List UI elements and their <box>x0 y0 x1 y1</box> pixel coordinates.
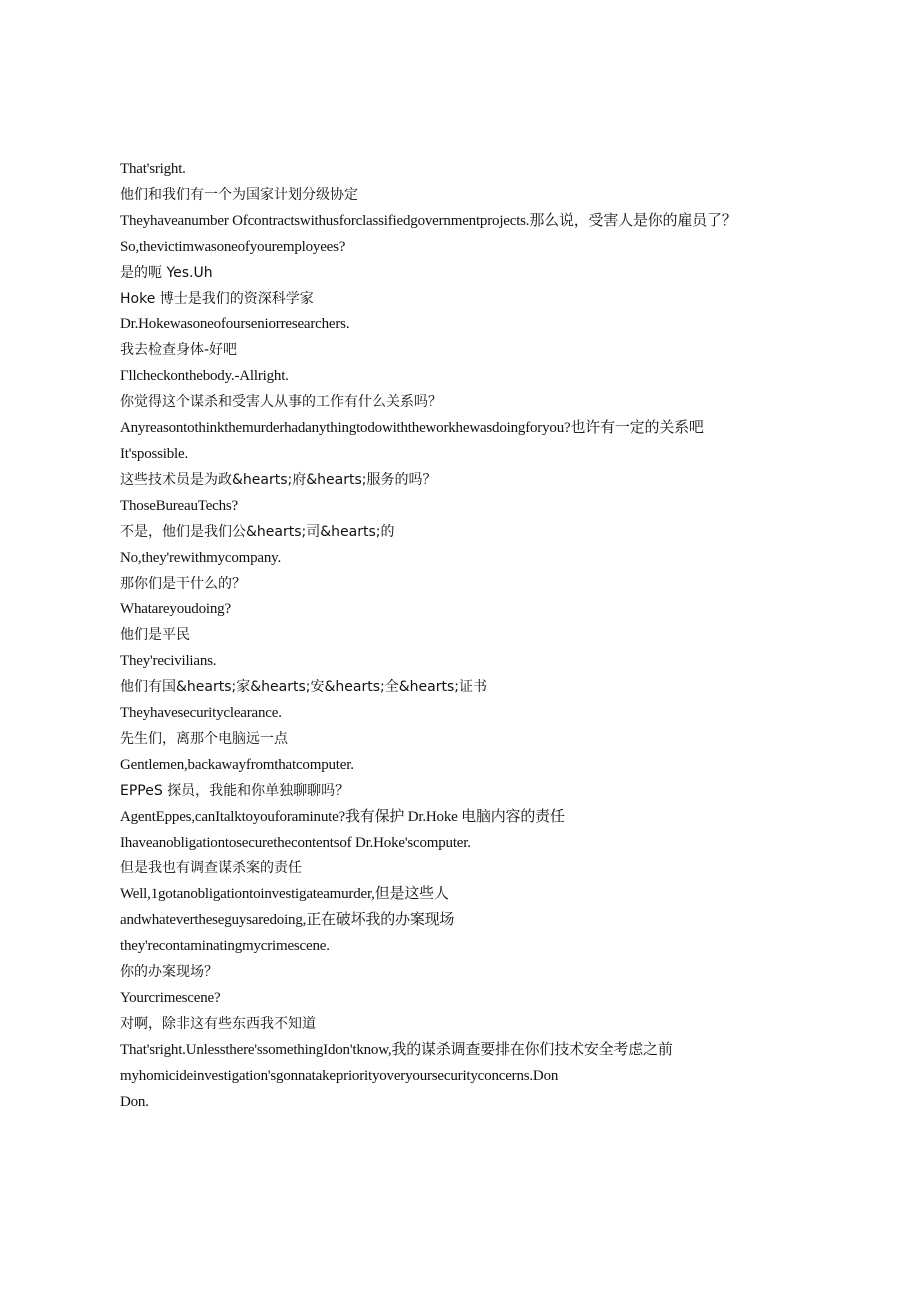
transcript-line: So,thevictimwasoneofyouremployees? <box>120 238 346 255</box>
transcript-line: they'recontaminatingmycrimescene. <box>120 938 330 955</box>
transcript-line: 他们和我们有一个为国家计划分级协定 <box>120 186 358 203</box>
transcript-line: Ihaveanobligationtosecurethecontentsof Dr.Hoke'scomputer. <box>120 834 471 851</box>
transcript-line: 他们有国&hearts;家&hearts;安&hearts;全&hearts;证书 <box>120 679 487 696</box>
transcript-line: EPPeS 探员，我能和你单独聊聊吗？ <box>120 782 350 799</box>
transcript-line: Theyhavesecurityclearance. <box>120 705 282 722</box>
transcript-line: Whatareyoudoing? <box>120 601 231 618</box>
transcript-line: ThoseBureauTechs? <box>120 497 238 514</box>
transcript-line: 你的办案现场？ <box>120 964 218 981</box>
transcript-line: That'sright.Unlessthere'ssomethingIdon'tknow,我的谋杀调查要排在你们技术安全考虑之前 <box>120 1041 673 1058</box>
transcript-line: 是的呃 Yes.Uh <box>120 264 213 281</box>
transcript-line: Γllcheckonthebody.-Allright. <box>120 368 289 385</box>
transcript-line: myhomicideinvestigation'sgonnatakepriorityoveryoursecurityconcerns.Don <box>120 1067 559 1084</box>
transcript-line: No,they'rewithmycompany. <box>120 549 282 566</box>
transcript-line: Well,1gotanobligationtoinvestigateamurder,但是这些人 <box>120 886 449 903</box>
transcript-line: AgentEppes,canItalktoyouforaminute?我有保护 Dr.Hoke 电脑内容的责任 <box>120 808 565 825</box>
transcript-line: 你觉得这个谋杀和受害人从事的工作有什么关系吗？ <box>120 394 442 411</box>
transcript-line: 不是，他们是我们公&hearts;司&hearts;的 <box>120 523 395 540</box>
transcript-line: Hoke 博士是我们的资深科学家 <box>120 290 314 307</box>
transcript-line: Gentlemen,backawayfromthatcomputer. <box>120 756 354 773</box>
transcript-line: 那你们是干什么的？ <box>120 575 246 592</box>
transcript-line: It'spossible. <box>120 445 189 462</box>
transcript-line: Yourcrimescene? <box>120 990 221 1006</box>
transcript-line: Anyreasontothinkthemurderhadanythingtodowiththeworkhewasdoingforyou?也许有一定的关系吧 <box>120 420 704 437</box>
transcript-line: Don. <box>120 1093 149 1110</box>
transcript-line: Dr.Hokewasoneofourseniorresearchers. <box>120 316 350 333</box>
transcript-line: 但是我也有调查谋杀案的责任 <box>120 860 302 877</box>
transcript-line: That'sright. <box>120 161 186 177</box>
transcript-line: 他们是平民 <box>120 627 190 644</box>
transcript-line: andwhatevertheseguysaredoing,正在破坏我的办案现场 <box>120 912 455 929</box>
transcript-line: 我去检查身体-好吧 <box>120 342 238 359</box>
transcript-line: Theyhaveanumber Ofcontractswithusforclassifiedgovernmentprojects.那么说，受害人是你的雇员了？ <box>120 212 737 229</box>
transcript-body <box>120 157 780 1116</box>
transcript-line: 先生们，离那个电脑远一点 <box>120 730 288 747</box>
transcript-line: 对啊，除非这有些东西我不知道 <box>120 1015 316 1032</box>
transcript-line: They'recivilians. <box>120 653 217 670</box>
transcript-line: 这些技术员是为政&hearts;府&hearts;服务的吗？ <box>120 471 437 488</box>
